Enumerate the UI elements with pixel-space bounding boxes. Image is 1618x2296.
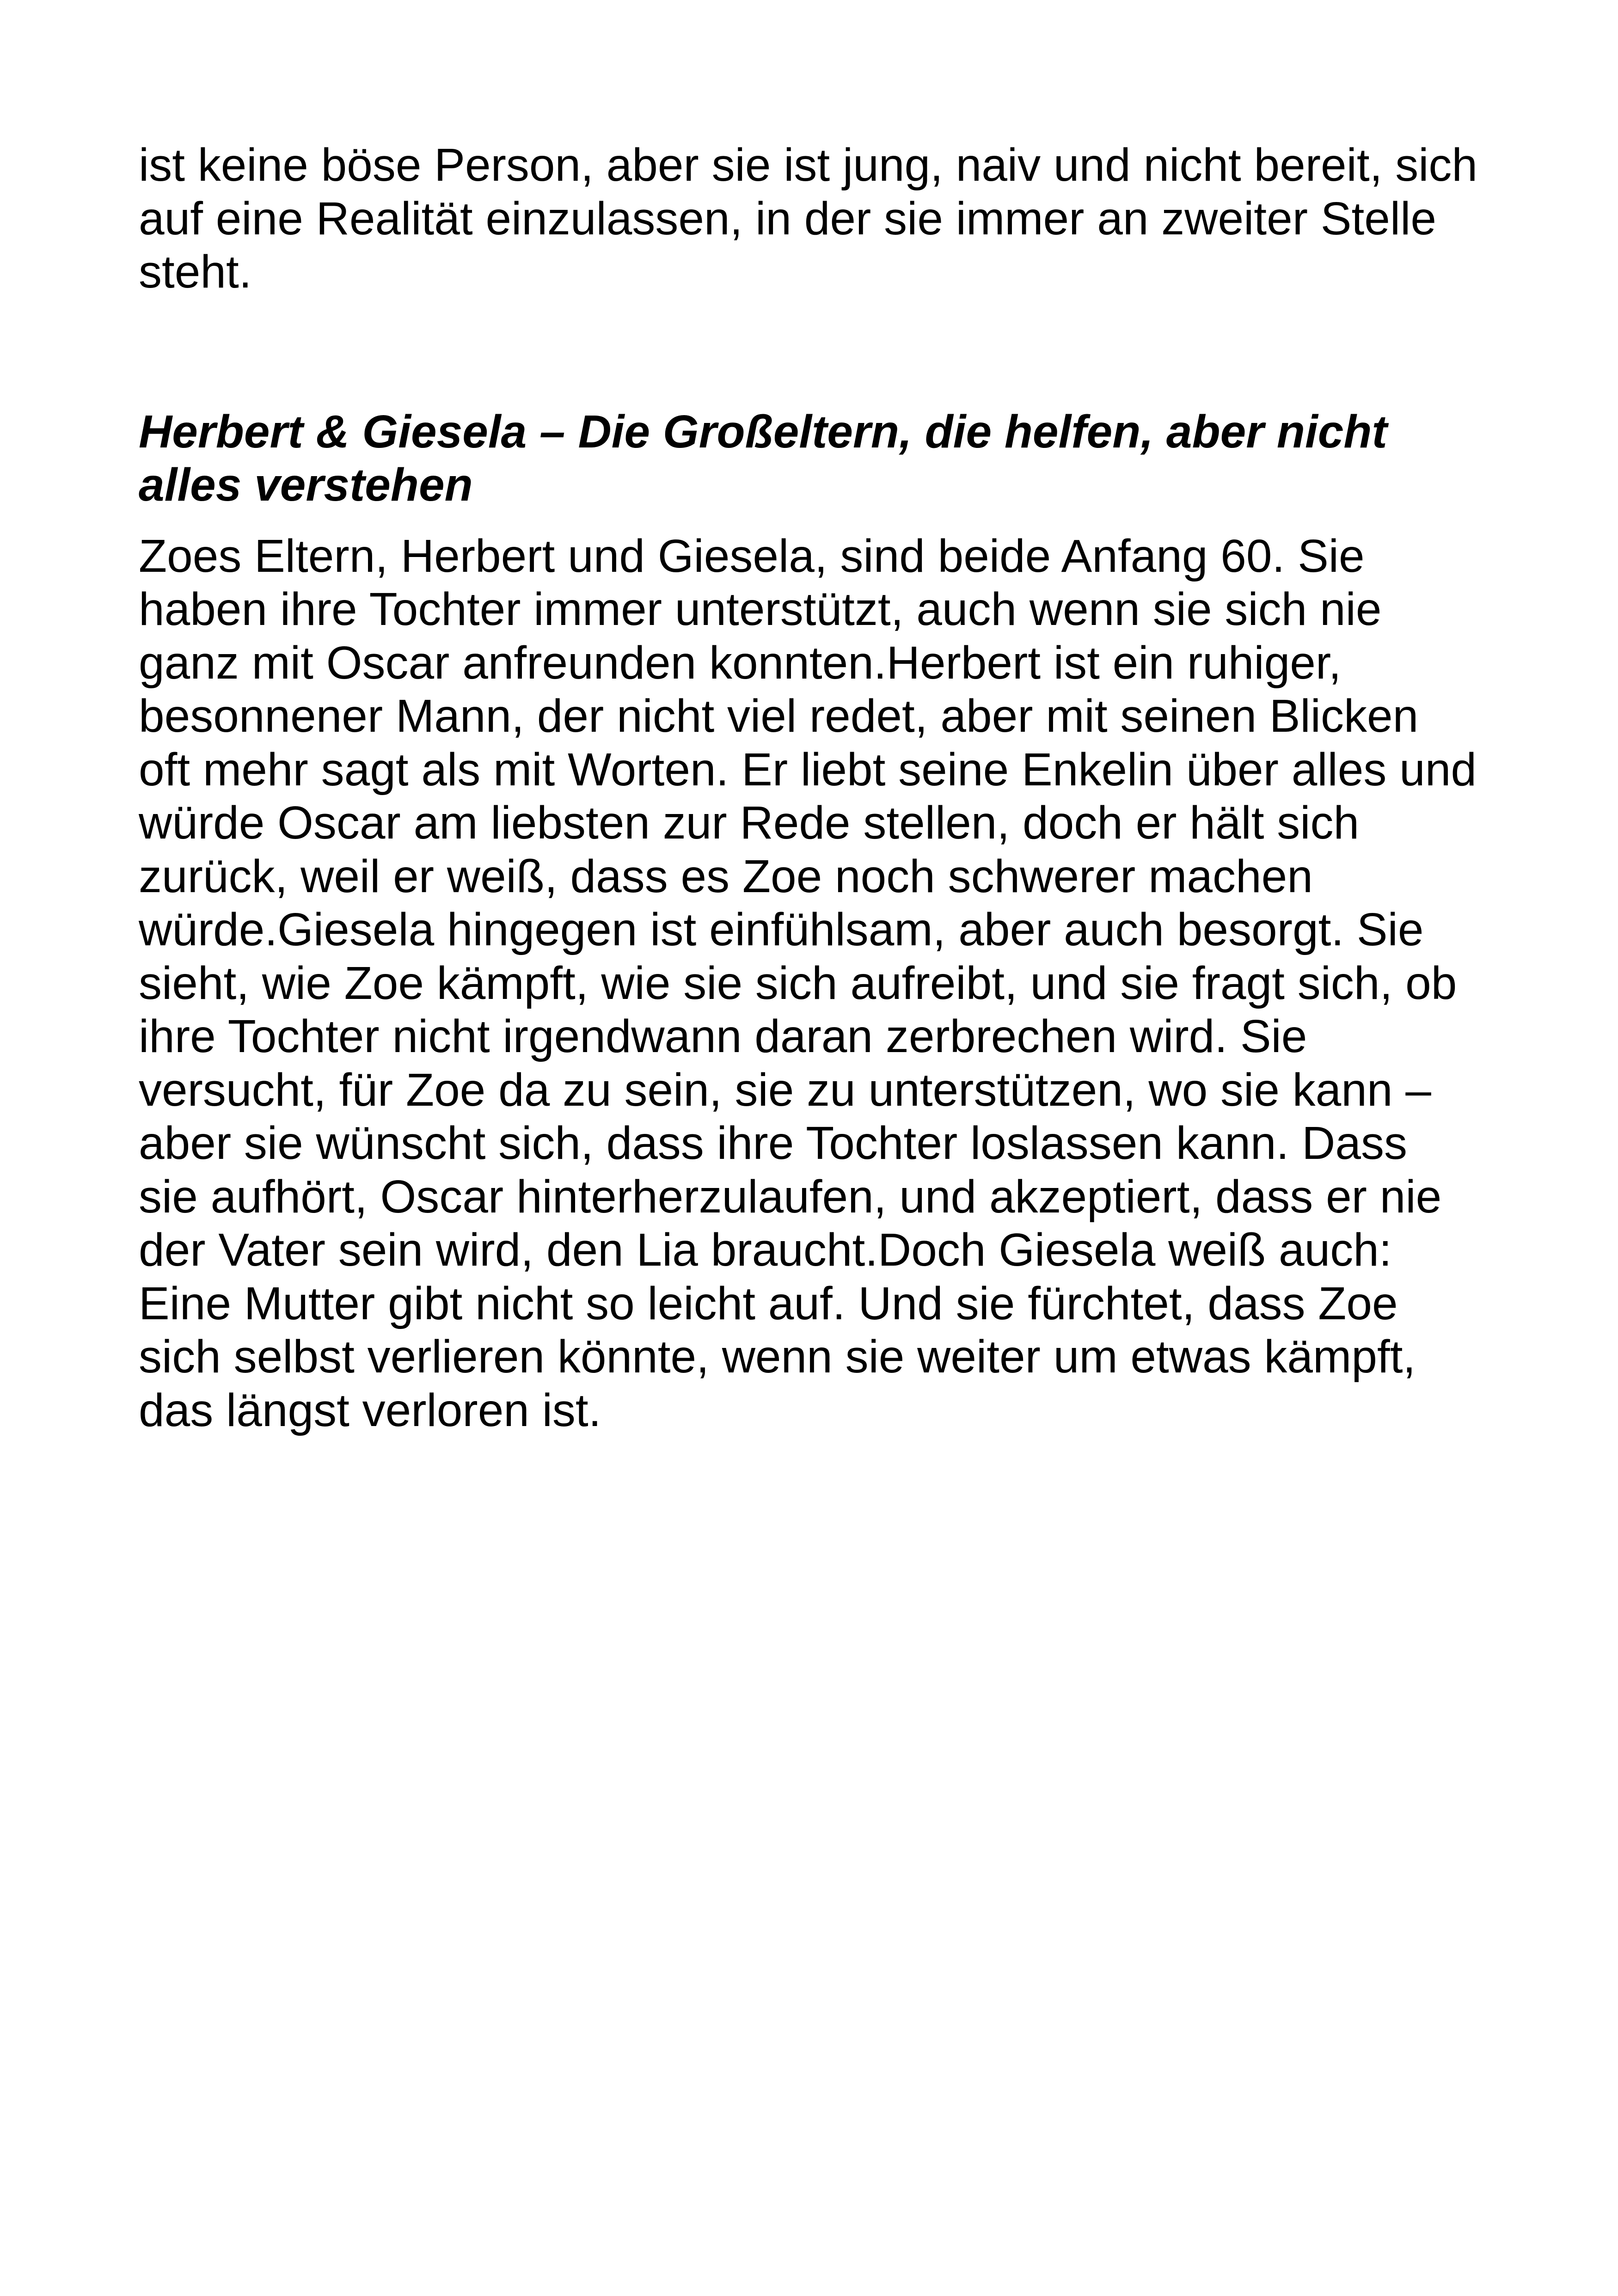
body-line: der Vater sein wird, den Lia braucht.Doch Giesela weiß auch: [139,1224,1392,1276]
intro-line: ist keine böse Person, aber sie ist jung, naiv und nicht bereit, sich [139,139,1478,191]
section-heading-line: alles verstehen [139,459,473,511]
intro-paragraph [139,139,1507,299]
body-line: besonnener Mann, der nicht viel redet, aber mit seinen Blicken [139,690,1419,742]
body-line: Zoes Eltern, Herbert und Giesela, sind beide Anfang 60. Sie [139,530,1365,582]
body-line: ganz mit Oscar anfreunden konnten.Herbert ist ein ruhiger, [139,637,1342,689]
intro-line: steht. [139,246,252,298]
body-line: ihre Tochter nicht irgendwann daran zerbrechen wird. Sie [139,1010,1307,1062]
body-line: versucht, für Zoe da zu sein, sie zu unterstützen, wo sie kann – [139,1064,1431,1116]
body-line: oft mehr sagt als mit Worten. Er liebt seine Enkelin über alles und [139,743,1477,796]
section-body-paragraph [139,530,1507,1438]
intro-line: auf eine Realität einzulassen, in der sie immer an zweiter Stelle [139,192,1436,245]
body-line: zurück, weil er weiß, dass es Zoe noch schwerer machen [139,850,1313,902]
body-line: aber sie wünscht sich, dass ihre Tochter loslassen kann. Dass [139,1117,1407,1169]
body-line: sich selbst verlieren könnte, wenn sie weiter um etwas kämpft, [139,1331,1416,1383]
page-content [139,139,1507,1437]
body-line: sie aufhört, Oscar hinterherzulaufen, und akzeptiert, dass er nie [139,1170,1442,1223]
body-line: das längst verloren ist. [139,1384,601,1436]
body-line: haben ihre Tochter immer unterstützt, auch wenn sie sich nie [139,583,1382,635]
section-heading [139,405,1507,512]
body-line: würde Oscar am liebsten zur Rede stellen, doch er hält sich [139,797,1360,849]
section-heading-line: Herbert & Giesela – Die Großeltern, die helfen, aber nicht [139,405,1387,458]
body-line: Eine Mutter gibt nicht so leicht auf. Und sie fürchtet, dass Zoe [139,1277,1398,1329]
body-line: sieht, wie Zoe kämpft, wie sie sich aufreibt, und sie fragt sich, ob [139,957,1457,1009]
body-line: würde.Giesela hingegen ist einfühlsam, aber auch besorgt. Sie [139,904,1424,955]
